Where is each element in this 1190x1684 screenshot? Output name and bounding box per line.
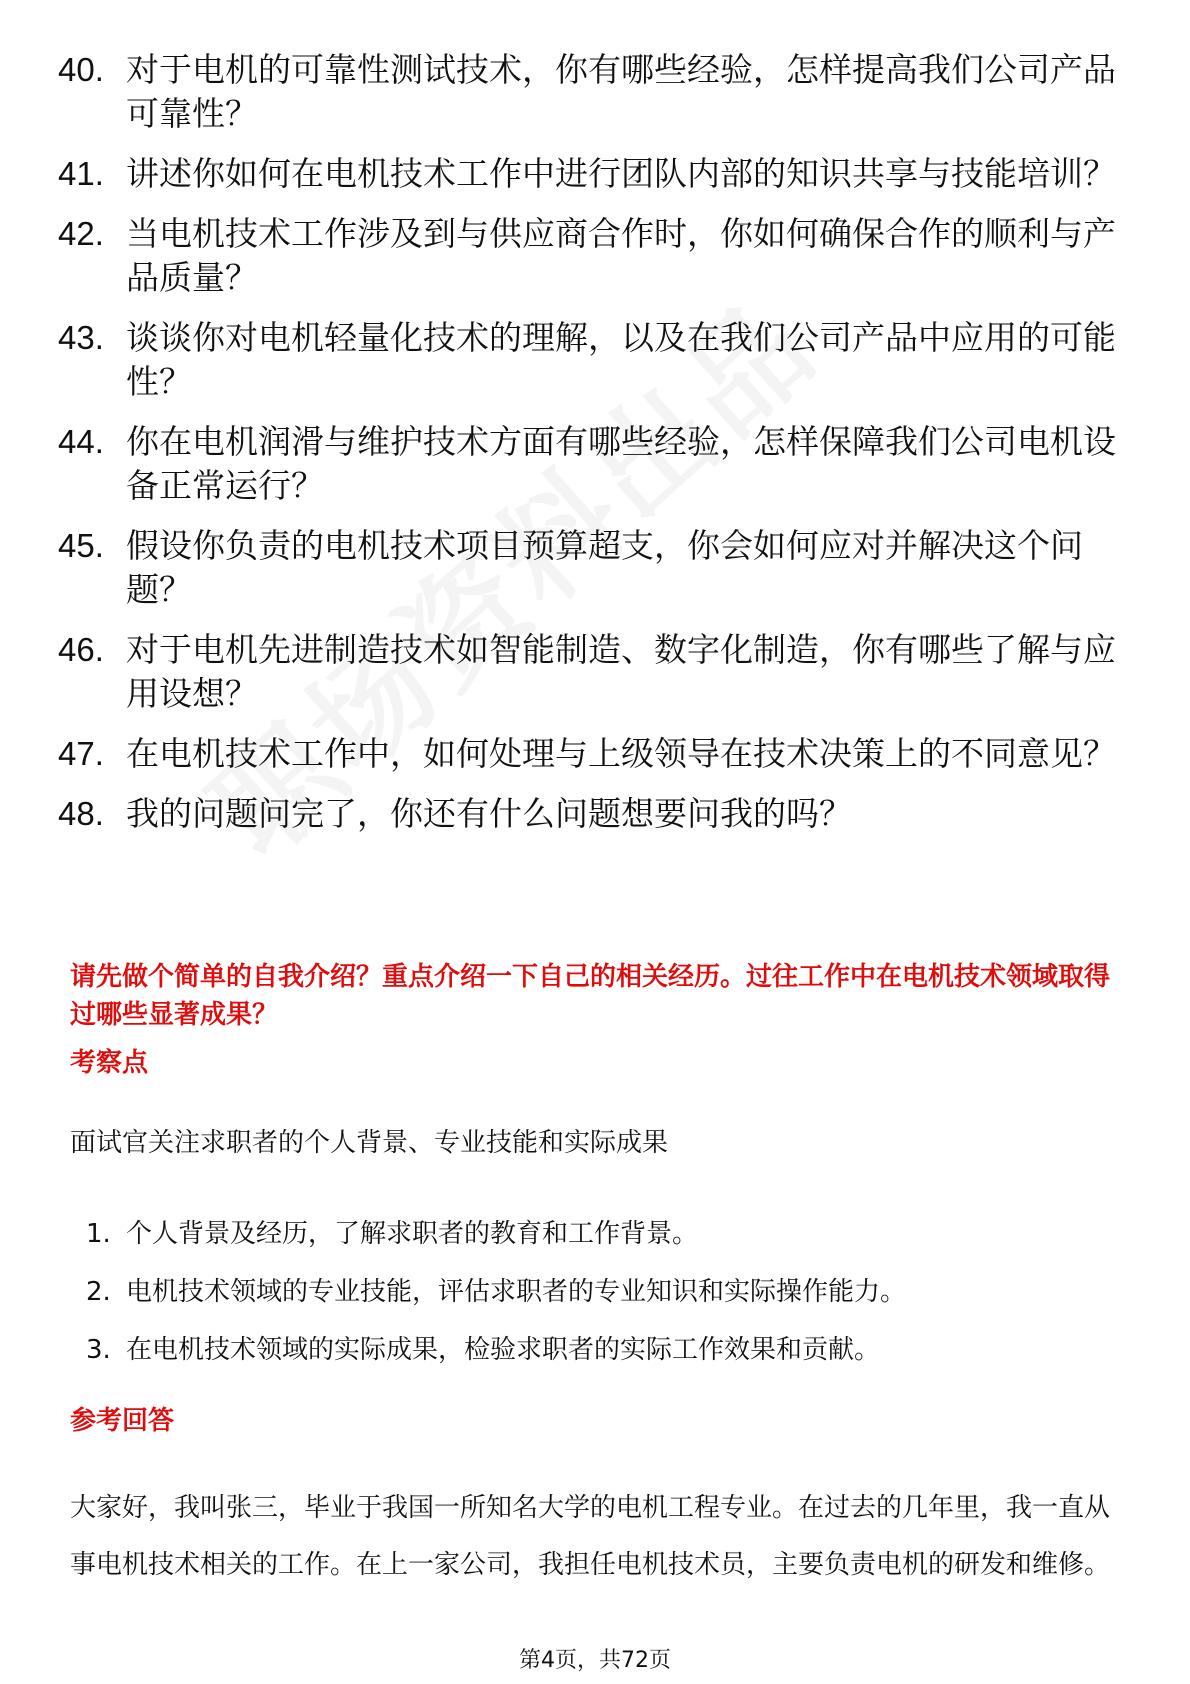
question-number: 46. (58, 631, 104, 668)
question-text: 在电机技术工作中，如何处理与上级领导在技术决策上的不同意见？ (126, 734, 1116, 773)
question-text: 假设你负责的电机技术项目预算超支，你会如何应对并解决这个问题？ (126, 526, 1083, 609)
question-number: 43. (58, 319, 104, 356)
list-item (86, 1273, 1086, 1311)
question-text: 对于电机先进制造技术如智能制造、数字化制造，你有哪些了解与应用设想？ (126, 630, 1116, 713)
answer-text: 大家好，我叫张三，毕业于我国一所知名大学的电机工程专业。在过去的几年里，我一直从事电机技术相关的工作。在上一家公司，我担任电机技术员，主要负责电机的研发和维修。 (70, 1493, 1111, 1580)
list-item (58, 316, 1118, 404)
question-number: 40. (58, 51, 104, 88)
point-number: 1. (86, 1219, 111, 1249)
list-item (58, 212, 1118, 300)
question-text: 你在电机润滑与维护技术方面有哪些经验，怎样保障我们公司电机设备正常运行？ (126, 422, 1116, 505)
list-item (58, 524, 1118, 612)
question-text: 我的问题问完了，你还有什么问题想要问我的吗？ (126, 794, 852, 833)
page-number: 第4页，共72页 (519, 1648, 671, 1673)
question-number: 47. (58, 735, 104, 772)
list-item (58, 732, 1118, 776)
list-item (86, 1331, 1086, 1369)
point-text: 在电机技术领域的实际成果，检验求职者的实际工作效果和贡献。 (126, 1335, 881, 1365)
focus-point-list (86, 1215, 1086, 1389)
section-question-heading: 请先做个简单的自我介绍？重点介绍一下自己的相关经历。过往工作中在电机技术领域取得过哪些显著成果？ (70, 962, 1111, 1030)
question-text: 谈谈你对电机轻量化技术的理解，以及在我们公司产品中应用的可能性？ (126, 318, 1116, 401)
question-text: 当电机技术工作涉及到与供应商合作时，你如何确保合作的顺利与产品质量？ (126, 214, 1116, 297)
question-number: 44. (58, 423, 104, 460)
focus-intro: 面试官关注求职者的个人背景、专业技能和实际成果 (70, 1128, 669, 1158)
list-item (86, 1215, 1086, 1253)
point-text: 电机技术领域的专业技能，评估求职者的专业知识和实际操作能力。 (126, 1277, 907, 1307)
question-number: 45. (58, 527, 104, 564)
question-number: 42. (58, 215, 104, 252)
question-list (58, 48, 1118, 852)
point-number: 2. (86, 1277, 111, 1307)
point-text: 个人背景及经历，了解求职者的教育和工作背景。 (126, 1219, 699, 1249)
list-item (58, 48, 1118, 136)
list-item (58, 628, 1118, 716)
list-item (58, 152, 1118, 196)
question-number: 41. (58, 155, 104, 192)
list-item (58, 792, 1118, 836)
question-text: 对于电机的可靠性测试技术，你有哪些经验，怎样提高我们公司产品可靠性？ (126, 50, 1116, 133)
list-item (58, 420, 1118, 508)
focus-heading: 考察点 (70, 1048, 149, 1078)
question-text: 讲述你如何在电机技术工作中进行团队内部的知识共享与技能培训？ (126, 154, 1116, 193)
question-number: 48. (58, 795, 104, 832)
answer-heading: 参考回答 (70, 1406, 175, 1436)
point-number: 3. (86, 1335, 111, 1365)
